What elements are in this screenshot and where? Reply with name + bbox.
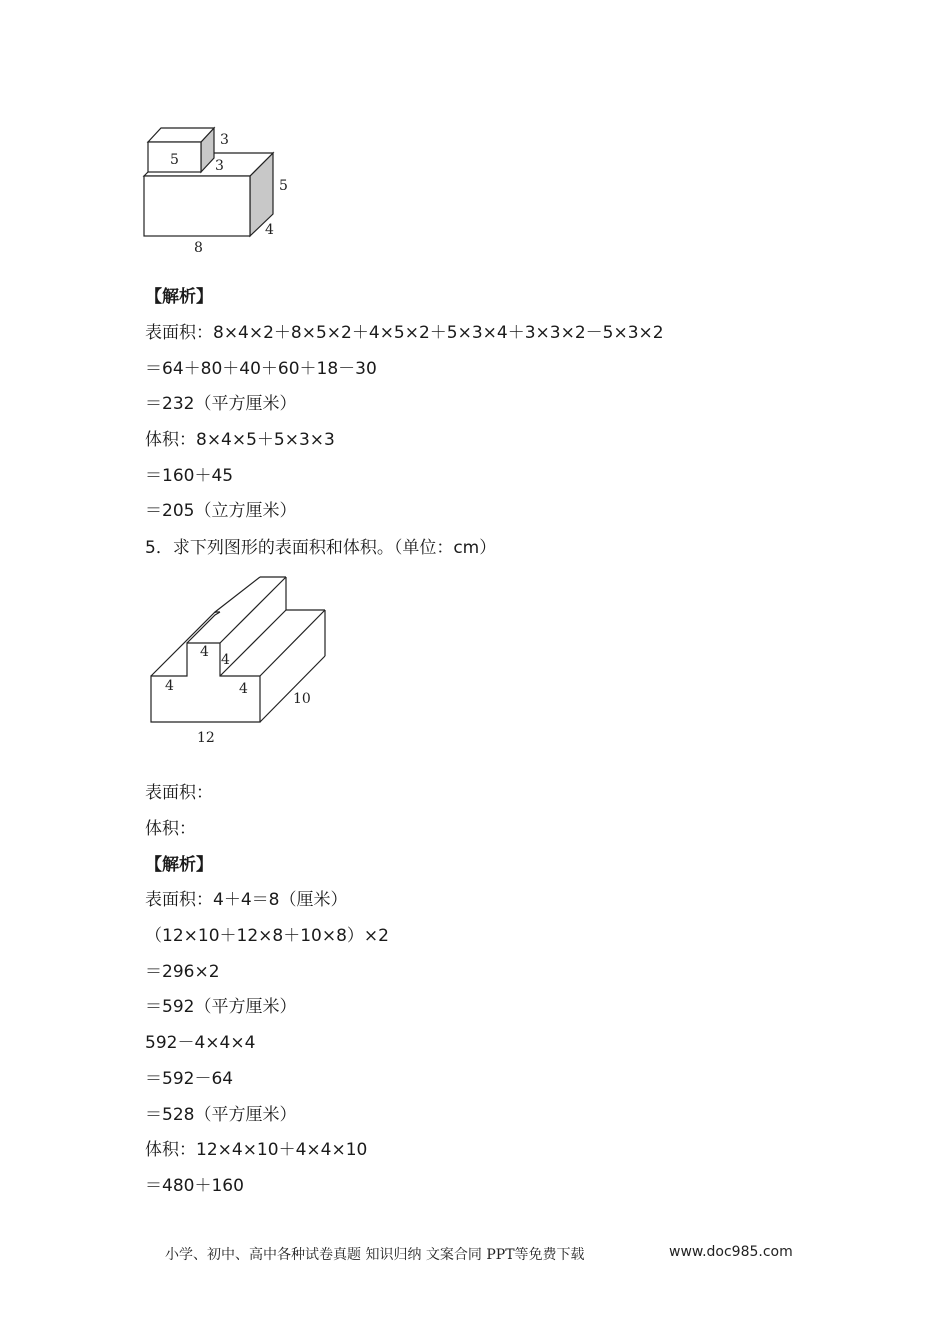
label-notch-depth: 4 [221, 652, 230, 668]
footer-text: 小学、初中、高中各种试卷真题 知识归纳 文案合同 PPT等免费下载 [165, 1247, 585, 1263]
solution2-line: 592－4×4×4 [145, 1033, 256, 1053]
solution1-line: 表面积：8×4×2＋8×5×2＋4×5×2＋5×3×4＋3×3×2－5×3×2 [145, 323, 664, 343]
solution2-line: 体积：12×4×10＋4×4×10 [145, 1140, 368, 1160]
solution1-line: 体积：8×4×5＋5×3×3 [145, 430, 335, 450]
big-cuboid-front-face [144, 176, 250, 236]
prism-ridge-top-back [215, 577, 260, 612]
prism-left-ledge [151, 612, 220, 676]
label-big-height: 5 [279, 178, 288, 194]
label-notch-width: 4 [200, 644, 209, 660]
solution2-line: 表面积：4＋4＝8（厘米） [145, 890, 348, 910]
solution2-line: ＝592－64 [145, 1069, 234, 1089]
solution1-header: 【解析】 [145, 287, 213, 307]
label-left-height: 4 [165, 678, 174, 694]
solution2-line: ＝592（平方厘米） [145, 997, 297, 1017]
footer-link[interactable]: www.doc985.com [669, 1244, 793, 1260]
solution1-line: ＝232（平方厘米） [145, 394, 297, 414]
solution1-line: ＝205（立方厘米） [145, 501, 297, 521]
solution2-line: ＝296×2 [145, 962, 220, 982]
figure-stacked-cuboids [138, 122, 318, 262]
label-depth: 10 [293, 691, 311, 707]
solution2-line: ＝480＋160 [145, 1176, 244, 1196]
volume-prompt: 体积： [145, 819, 196, 839]
prism-ridge-top-left [220, 577, 286, 643]
label-right-height: 4 [239, 681, 248, 697]
label-small-depth: 3 [215, 158, 224, 174]
prism-notch-edges [187, 612, 220, 643]
label-big-depth: 4 [265, 222, 274, 238]
solution2-line: ＝528（平方厘米） [145, 1105, 297, 1125]
label-big-length: 8 [194, 240, 203, 256]
surface-area-prompt: 表面积： [145, 783, 213, 803]
figure-stepped-prism [145, 572, 345, 752]
solution1-line: ＝64＋80＋40＋60＋18－30 [145, 359, 377, 379]
solution2-header: 【解析】 [145, 855, 213, 875]
label-small-length: 5 [170, 152, 179, 168]
label-length: 12 [197, 730, 215, 746]
question5-text: 5．求下列图形的表面积和体积。（单位：cm） [145, 538, 497, 558]
solution2-line: （12×10＋12×8＋10×8）×2 [145, 926, 389, 946]
label-small-height: 3 [220, 132, 229, 148]
solution1-line: ＝160＋45 [145, 466, 234, 486]
